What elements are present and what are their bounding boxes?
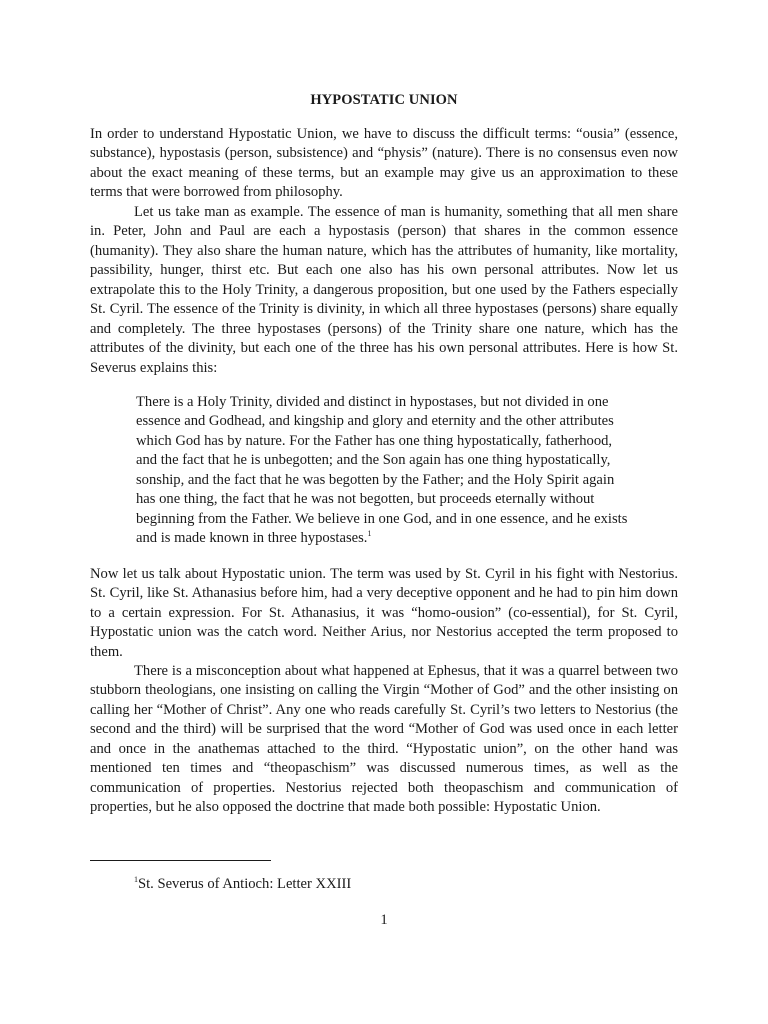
- document-title: HYPOSTATIC UNION: [310, 92, 458, 108]
- footnote-text: St. Severus of Antioch: Letter XXIII: [138, 876, 352, 892]
- footnote-separator: [90, 860, 271, 861]
- footnote-reference[interactable]: 1: [367, 529, 372, 539]
- block-quote-text: There is a Holy Trinity, divided and distinct in hypostases, but not divided in one essence and Godhead, and kingship and glory and eternity and the other attributes which God has by nature. For the Father has one thing hypostatically, fatherhood, and the fact that he is unbegotten; and the Son again has one thing hypostatically, sonship, and the fact that he was begotten by the Father; and the Holy Spirit again has one thing, the fact that he was not begotten, but proceeds eternally without beginning from the Father. We believe in one God, and in one essence, and he exists and is made known in three hypostases.: [136, 394, 628, 547]
- footnote: [134, 876, 351, 893]
- paragraph-ephesus: There is a misconception about what happened at Ephesus, that it was a quarrel between two stubborn theologians, one insisting on calling the Virgin “Mother of God” and the other insisting on calling her “Mother of Christ”. Any one who reads carefully St. Cyril’s two letters to Nestorius (the second and the third) will be surprised that the word “Mother of God was used once in each letter and once in the anathemas attached to the third. “Hypostatic union”, on the other hand was mentioned ten times and “theopaschism” was discussed numerous times, as well as the communication of properties. Nestorius rejected both theopaschism and communication of properties, but he also opposed the doctrine that made both possible: Hypostatic Union.: [90, 663, 678, 816]
- page-number: 1: [380, 912, 388, 928]
- footnote-marker: 1: [134, 875, 138, 885]
- paragraph-hypostatic-union: Now let us talk about Hypostatic union. The term was used by St. Cyril in his fight with Nestorius. St. Cyril, like St. Athanasius before him, had a very deceptive opponent and he had to pin him down to a certain expression. For St. Athanasius, it was “homo-ousion” (co-essential), for St. Cyril, Hypostatic union was the catch word. Neither Arius, nor Nestorius accepted the term proposed to them.: [90, 566, 678, 660]
- block-quote-severus: [136, 393, 632, 549]
- paragraph-intro: In order to understand Hypostatic Union, we have to discuss the difficult terms: “ousia” (essence, substance), hypostasis (person, subsistence) and “physis” (nature). There is no consensus even now about the exact meaning of these terms, but an example may give us an approximation to these terms that were borrowed from philosophy.: [90, 126, 678, 201]
- paragraph-trinity-example: Let us take man as example. The essence of man is humanity, something that all men share in. Peter, John and Paul are each a hypostasis (person) that shares in the common essence (humanity). They also share the human nature, which has the attributes of humanity, like mortality, passibility, hunger, thirst etc. But each one also has his own personal attributes. Now let us extrapolate this to the Holy Trinity, a dangerous proposition, but one used by the Fathers especially St. Cyril. The essence of the Trinity is divinity, in which all three hypostases (persons) share equally and completely. The three hypostases (persons) of the Trinity share one nature, which has the attributes of the divinity, but each one of the three has his own personal attributes. Here is how St. Severus explains this:: [90, 204, 678, 376]
